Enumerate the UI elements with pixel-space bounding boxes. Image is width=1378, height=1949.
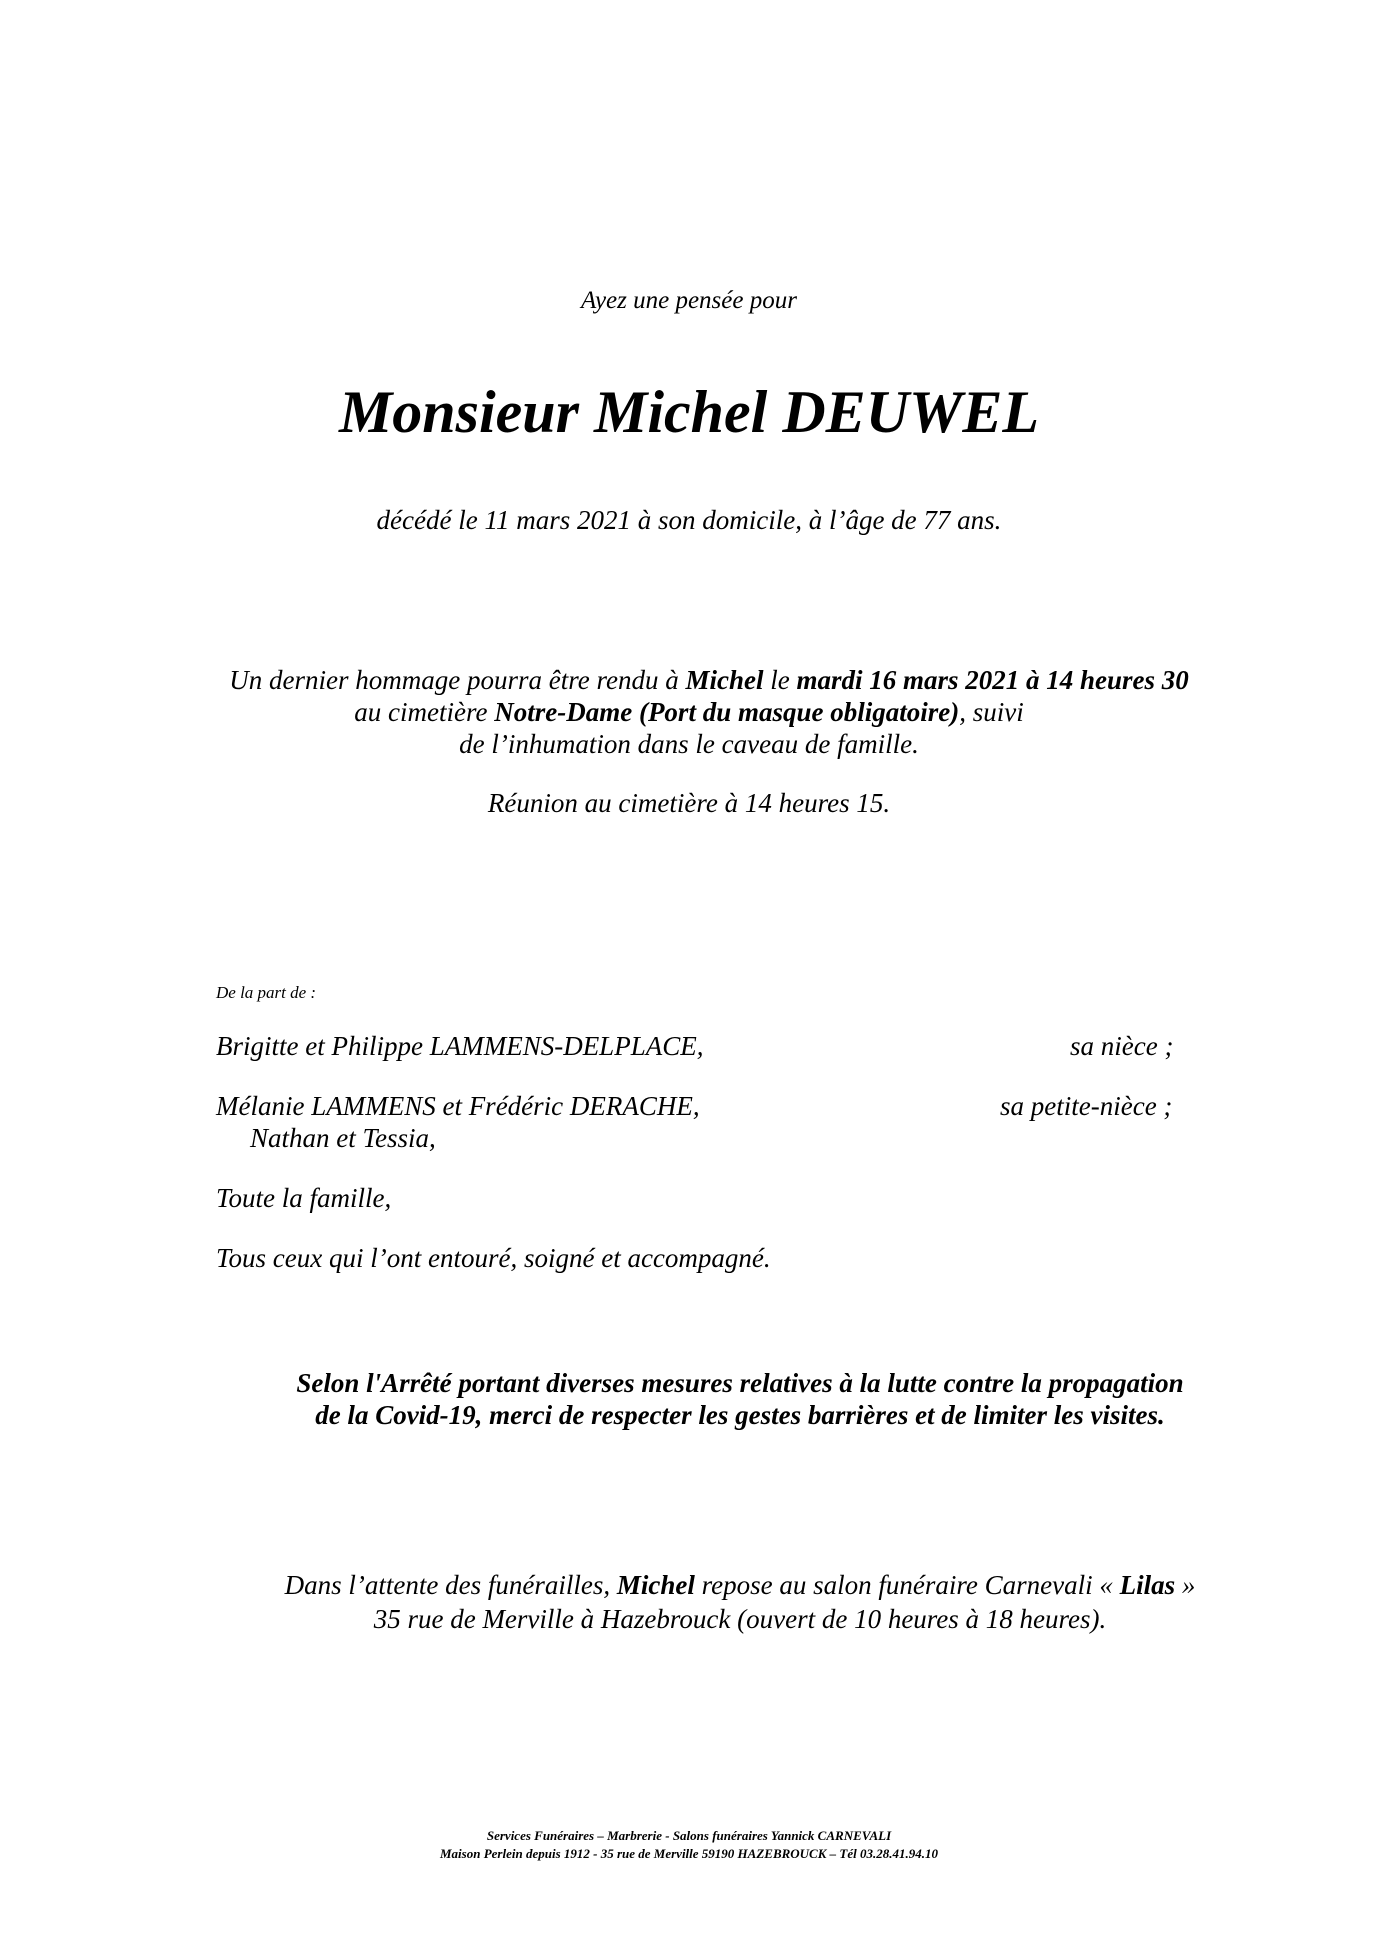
hommage-line-3: de l’inhumation dans le caveau de famille. <box>459 729 919 759</box>
hommage-text: , suivi <box>959 697 1024 727</box>
salon-first-name: Michel <box>616 1570 695 1600</box>
covid-notice-line-2: de la Covid-19, merci de respecter les gestes barrières et de limiter les visites. <box>315 1400 1165 1430</box>
hommage-first-name: Michel <box>685 665 764 695</box>
family-all: Toute la famille, <box>216 1183 392 1213</box>
family-children: Nathan et Tessia, <box>250 1123 436 1153</box>
intro-text: Ayez une pensée pour <box>581 287 797 314</box>
hommage-line-1 <box>0 664 1378 696</box>
footer-line-1: Services Funéraires – Marbrerie - Salons funéraires Yannick CARNEVALI <box>486 1828 892 1843</box>
family-member-name: Mélanie LAMMENS et Frédéric DERACHE, <box>216 1091 700 1121</box>
family-caregivers: Tous ceux qui l’ont entouré, soigné et accompagné. <box>216 1243 771 1273</box>
family-relation: sa petite-nièce ; <box>1000 1091 1173 1121</box>
salon-address: 35 rue de Merville à Hazebrouck (ouvert de 10 heures à 18 heures). <box>373 1604 1107 1634</box>
salon-text: Dans l’attente des funérailles, <box>284 1570 617 1600</box>
deceased-name: Monsieur Michel DEUWEL <box>338 379 1040 445</box>
hommage-text: le <box>763 665 797 695</box>
from-label: De la part de : <box>216 983 317 1002</box>
family-member-name: Brigitte et Philippe LAMMENS-DELPLACE, <box>216 1031 704 1061</box>
salon-line-1 <box>0 1570 1378 1601</box>
footer-line-2: Maison Perlein depuis 1912 - 35 rue de Merville 59190 HAZEBROUCK – Tél 03.28.41.94.10 <box>440 1846 938 1861</box>
hommage-text: au cimetière <box>354 697 495 727</box>
reunion-text: Réunion au cimetière à 14 heures 15. <box>487 788 891 818</box>
salon-text: » <box>1175 1570 1196 1600</box>
hommage-text: Un dernier hommage pourra être rendu à <box>229 665 686 695</box>
salon-room-name: Lilas <box>1119 1570 1176 1600</box>
family-relation: sa nièce ; <box>1070 1031 1174 1061</box>
hommage-date: mardi 16 mars 2021 à 14 heures 30 <box>796 665 1189 695</box>
death-notice: décédé le 11 mars 2021 à son domicile, à l’âge de 77 ans. <box>376 505 1002 535</box>
hommage-line-2 <box>0 696 1378 728</box>
hommage-place: Notre-Dame (Port du masque obligatoire) <box>494 697 960 727</box>
covid-notice-line-1: Selon l'Arrêté portant diverses mesures relatives à la lutte contre la propagation <box>296 1368 1184 1398</box>
salon-text: repose au salon funéraire Carnevali « <box>694 1570 1120 1600</box>
